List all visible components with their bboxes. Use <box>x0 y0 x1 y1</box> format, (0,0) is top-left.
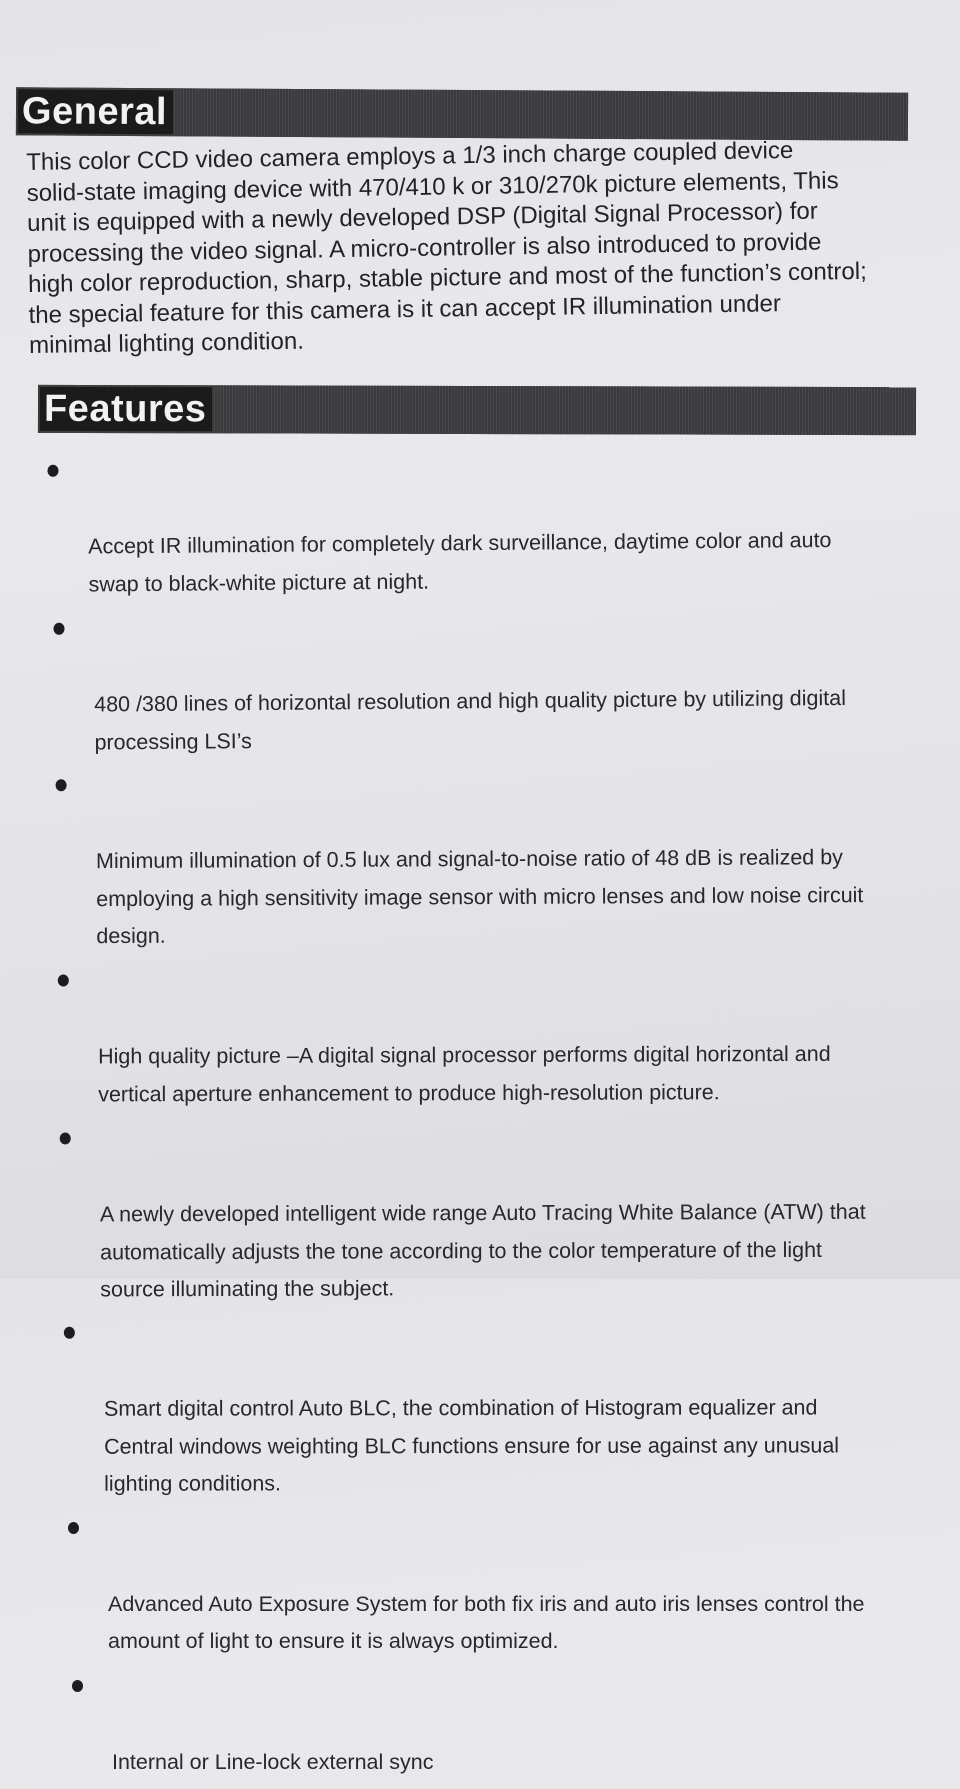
bullet-icon <box>58 974 69 986</box>
feature-text: Minimum illumination of 0.5 lux and signal-to-noise ratio of 48 dB is realized by employing a high sensitivity image sensor with micro lenses and low noise circuit design. <box>95 845 864 949</box>
general-line: processing the video signal. A micro-controller is also introduced to provide <box>27 228 822 268</box>
bullet-icon <box>47 465 58 477</box>
feature-text: A newly developed intelligent wide range Auto Tracing White Balance (ATW) that automatically adjusts the tone according to the color temperature of the light source illuminating the subject. <box>99 1199 866 1301</box>
general-section-header <box>16 87 908 140</box>
feature-text: Accept IR illumination for completely dark surveillance, daytime color and auto swap to black-white picture at night. <box>88 528 832 596</box>
list-item <box>64 1511 954 1661</box>
feature-text: High quality picture –A digital signal processor performs digital horizontal and vertical aperture enhancement to produce high-resolution picture. <box>98 1041 831 1106</box>
list-item <box>68 1669 958 1782</box>
general-heading: General <box>18 89 173 134</box>
list-item <box>49 604 940 762</box>
features-heading: Features <box>40 387 213 431</box>
bullet-icon <box>56 779 67 791</box>
general-line: the special feature for this camera is it can accept IR illumination under <box>28 289 782 329</box>
feature-text: Internal or Line-lock external sync <box>112 1749 434 1774</box>
bullet-icon <box>53 623 64 635</box>
list-item <box>54 960 945 1113</box>
bullet-icon <box>68 1522 79 1534</box>
general-line: unit is equipped with a newly developed DSP (Digital Signal Processor) for <box>26 197 818 237</box>
general-paragraph <box>26 134 929 362</box>
bullet-icon <box>72 1680 83 1692</box>
list-item <box>60 1314 950 1503</box>
features-list <box>52 450 942 1789</box>
bullet-icon <box>60 1132 71 1144</box>
bullet-icon <box>64 1327 75 1339</box>
list-item <box>43 446 934 604</box>
list-item <box>56 1118 947 1309</box>
feature-text: Advanced Auto Exposure System for both fix iris and auto iris lenses control the amount of light to ensure it is always optimized. <box>108 1591 865 1653</box>
feature-text: Smart digital control Auto BLC, the combination of Histogram equalizer and Central windows weighting BLC functions ensure for use against any unusual lighting conditions. <box>103 1395 840 1496</box>
feature-text: 480 /380 lines of horizontal resolution and high quality picture by utilizing digital processing LSI’s <box>94 685 847 754</box>
general-line: minimal lighting condition. <box>28 327 305 359</box>
general-line: solid-state imaging device with 470/410 k or 310/270k picture elements, This <box>26 166 839 207</box>
features-section-header <box>38 385 916 435</box>
list-item <box>52 764 943 956</box>
general-line: This color CCD video camera employs a 1/3 inch charge coupled device <box>26 136 794 176</box>
general-line: high color reproduction, sharp, stable picture and most of the function’s control; <box>27 257 867 298</box>
